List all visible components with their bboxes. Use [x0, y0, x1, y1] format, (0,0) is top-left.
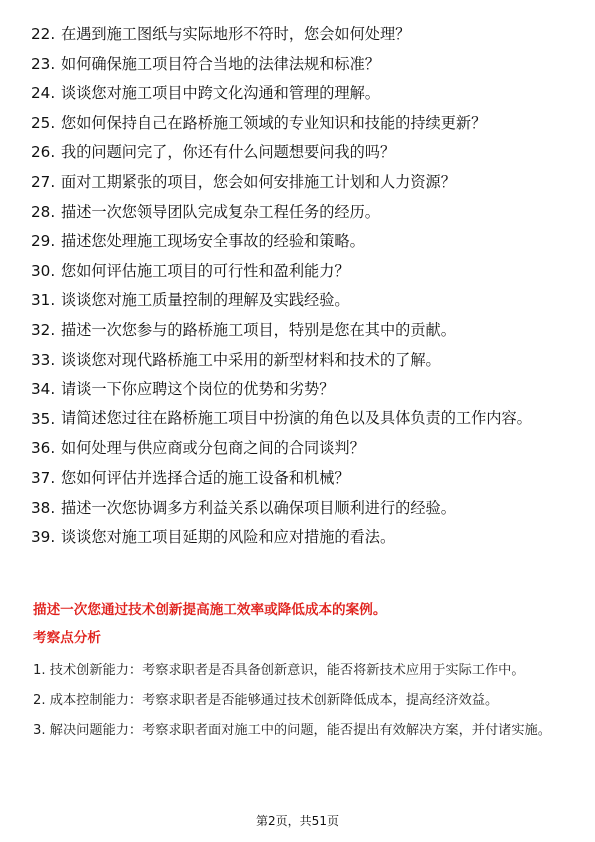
question-number: 24.	[31, 84, 56, 103]
question-number: 29.	[31, 232, 56, 251]
question-number: 30.	[31, 261, 56, 280]
question-text: 谈谈您对施工项目延期的风险和应对措施的看法。	[61, 528, 396, 547]
question-text: 描述您处理施工现场安全事故的经验和策略。	[61, 232, 365, 251]
question-text: 谈谈您对施工项目中跨文化沟通和管理的理解。	[61, 84, 380, 103]
question-item	[31, 350, 571, 370]
question-text: 面对工期紧张的项目，您会如何安排施工计划和人力资源？	[61, 172, 456, 191]
question-number: 32.	[31, 320, 56, 339]
analysis-item: 2. 成本控制能力：考察求职者是否能够通过技术创新降低成本，提高经济效益。	[33, 693, 499, 708]
analysis-item: 3. 解决问题能力：考察求职者面对施工中的问题，能否提出有效解决方案，并付诸实施。	[33, 723, 551, 738]
analysis-item: 1. 技术创新能力：考察求职者是否具备创新意识，能否将新技术应用于实际工作中。	[33, 663, 525, 678]
question-number: 23.	[31, 54, 56, 73]
analysis-list	[33, 656, 563, 746]
question-item	[31, 231, 571, 251]
question-number: 26.	[31, 143, 56, 162]
question-text: 您如何保持自己在路桥施工领域的专业知识和技能的持续更新？	[61, 113, 487, 132]
question-number: 38.	[31, 498, 56, 517]
question-item	[31, 379, 571, 399]
question-item	[31, 261, 571, 281]
question-text: 描述一次您协调多方利益关系以确保项目顺利进行的经验。	[61, 498, 456, 517]
question-item	[31, 498, 571, 518]
question-text: 谈谈您对现代路桥施工中采用的新型材料和技术的了解。	[61, 350, 441, 369]
question-text: 如何确保施工项目符合当地的法律法规和标准？	[61, 54, 380, 73]
question-item	[31, 320, 571, 340]
question-text: 在遇到施工图纸与实际地形不符时，您会如何处理？	[61, 25, 411, 43]
question-item	[31, 83, 571, 103]
question-text: 谈谈您对施工质量控制的理解及实践经验。	[61, 291, 350, 310]
question-number: 27.	[31, 172, 56, 191]
question-number: 22.	[31, 25, 56, 43]
highlight-question: 描述一次您通过技术创新提高施工效率或降低成本的案例。	[33, 602, 387, 618]
question-text: 我的问题问完了，你还有什么问题想要问我的吗？	[61, 143, 396, 162]
question-list	[31, 24, 571, 557]
question-text: 请简述您过往在路桥施工项目中扮演的角色以及具体负责的工作内容。	[61, 408, 532, 427]
question-item	[31, 172, 571, 192]
question-number: 25.	[31, 113, 56, 132]
question-text: 您如何评估并选择合适的施工设备和机械？	[61, 468, 350, 487]
question-number: 36.	[31, 439, 56, 458]
question-item	[31, 113, 571, 133]
question-number: 39.	[31, 528, 56, 547]
question-item	[31, 527, 571, 547]
question-text: 请谈一下你应聘这个岗位的优势和劣势？	[61, 380, 335, 399]
question-number: 35.	[31, 409, 56, 428]
question-number: 28.	[31, 202, 56, 221]
question-number: 31.	[31, 291, 56, 310]
question-item	[31, 468, 571, 488]
question-item	[31, 142, 571, 162]
question-item	[31, 24, 571, 44]
analysis-title: 考察点分析	[33, 630, 101, 646]
question-item	[31, 438, 571, 458]
question-number: 33.	[31, 350, 56, 369]
question-text: 您如何评估施工项目的可行性和盈利能力？	[61, 261, 350, 280]
question-item	[31, 409, 571, 429]
question-number: 34.	[31, 380, 56, 399]
question-number: 37.	[31, 468, 56, 487]
page-number: 第2页，共51页	[256, 814, 339, 828]
question-text: 描述一次您领导团队完成复杂工程任务的经历。	[61, 202, 380, 221]
question-text: 如何处理与供应商或分包商之间的合同谈判？	[61, 439, 365, 458]
question-item	[31, 54, 571, 74]
question-item	[31, 202, 571, 222]
question-item	[31, 290, 571, 310]
question-text: 描述一次您参与的路桥施工项目，特别是您在其中的贡献。	[61, 320, 456, 339]
